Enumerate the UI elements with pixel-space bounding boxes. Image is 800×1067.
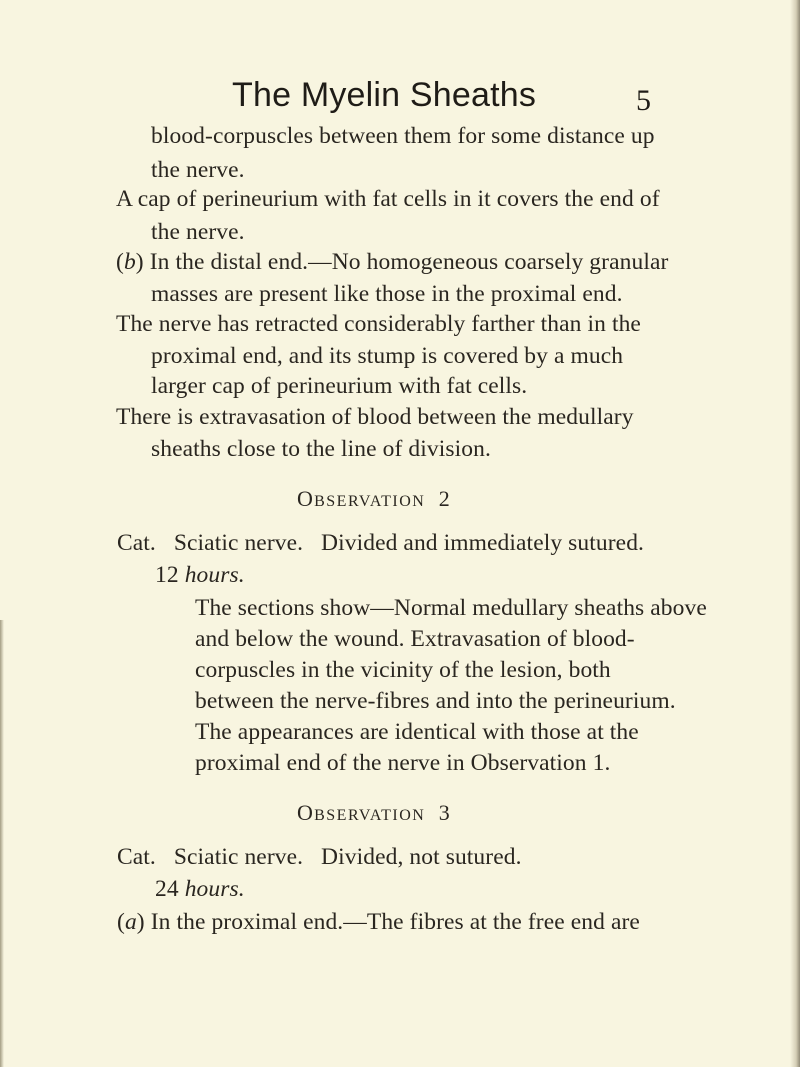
text-line: the nerve. — [151, 219, 245, 245]
heading-smallcaps: BSERVATION — [314, 493, 426, 510]
text-line: Cat. Sciatic nerve. Divided and immediately sutured. — [117, 530, 645, 556]
text-line: larger cap of perineurium with fat cells. — [151, 373, 528, 399]
heading-initial: O — [297, 800, 315, 825]
observation-3-heading — [297, 800, 451, 826]
time-line — [155, 876, 245, 903]
text-line: the nerve. — [151, 157, 245, 183]
text-span: In the proximal end.—The fibres at the free end are — [144, 909, 640, 935]
time-line — [155, 562, 245, 589]
heading-smallcaps: BSERVATION — [314, 807, 426, 824]
subsection-label: b — [123, 249, 136, 275]
text-line: There is extravasation of blood between the medullary — [116, 404, 634, 430]
text-line: between the nerve-fibres and into the perineurium. — [195, 688, 676, 714]
text-line: The sections show—Normal medullary sheaths above — [195, 595, 707, 621]
text-line: and below the wound. Extravasation of blood- — [195, 626, 635, 652]
subsection-label: a — [124, 909, 137, 935]
subsection-b-line: (b) In the distal end.—No homogeneous coarsely granular — [116, 249, 669, 275]
text-line: sheaths close to the line of division. — [151, 436, 491, 462]
page-number: 5 — [636, 84, 651, 117]
heading-number: 2 — [438, 486, 451, 511]
subsection-a-line: (a) In the proximal end.—The fibres at the free end are — [117, 909, 640, 935]
time-value: 12 — [155, 562, 179, 588]
text-line: proximal end, and its stump is covered by a much — [151, 343, 624, 369]
observation-2-heading — [297, 486, 451, 512]
heading-number: 3 — [438, 800, 451, 825]
text-line: corpuscles in the vicinity of the lesion, both — [195, 657, 611, 683]
text-line: proximal end of the nerve in Observation 1. — [195, 750, 611, 776]
text-line: blood-corpuscles between them for some distance up — [151, 123, 655, 149]
time-value: 24 — [155, 876, 179, 902]
text-line: The nerve has retracted considerably farther than in the — [116, 311, 641, 337]
page-edge-shadow — [790, 0, 800, 1067]
time-unit: hours. — [184, 562, 245, 588]
text-line: Cat. Sciatic nerve. Divided, not sutured. — [117, 844, 522, 870]
text-line: masses are present like those in the proximal end. — [151, 281, 623, 307]
running-head-title: The Myelin Sheaths — [232, 76, 537, 114]
time-unit: hours. — [184, 876, 245, 902]
text-line: The appearances are identical with those at the — [195, 719, 639, 745]
text-line: A cap of perineurium with fat cells in it covers the end of — [116, 186, 660, 212]
page-edge-shadow-left — [0, 620, 4, 1067]
heading-initial: O — [297, 486, 315, 511]
text-span: In the distal end.—No homogeneous coarsely granular — [143, 249, 669, 275]
